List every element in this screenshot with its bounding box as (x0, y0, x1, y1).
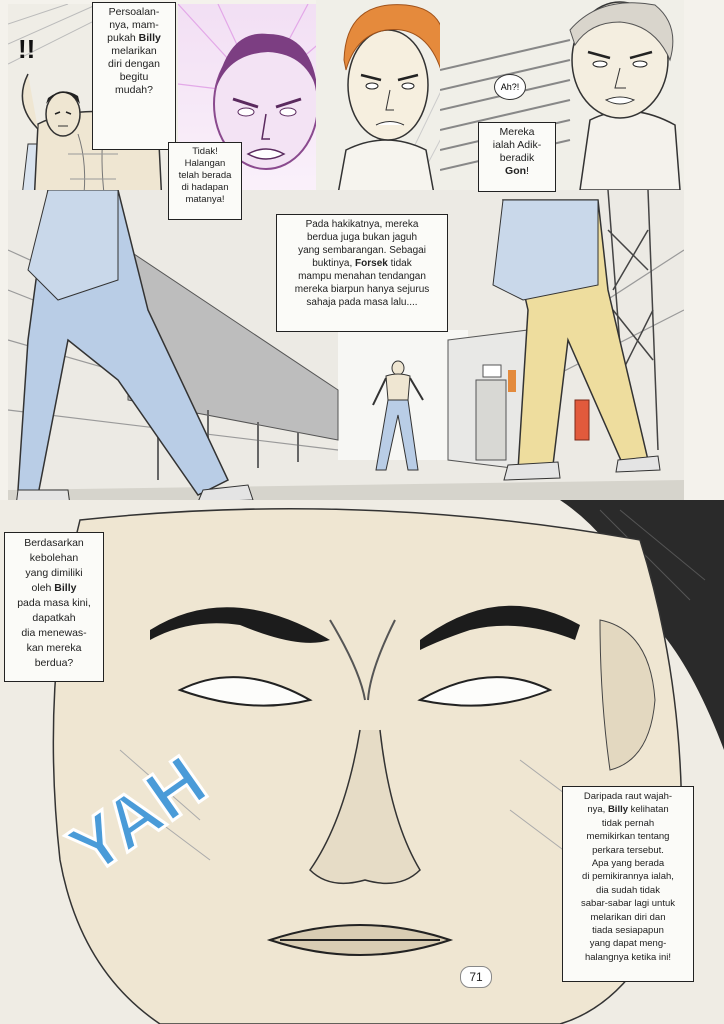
caption-line: mudah? (115, 84, 153, 96)
caption-line: melarikan diri dan (590, 911, 666, 923)
caption-line: di hadapan (181, 182, 229, 193)
caption-line: dia sudah tidak (596, 884, 660, 896)
panel-brother-portrait (440, 0, 684, 190)
caption-line: Halangan (184, 158, 226, 169)
caption-line: kelihatan (628, 804, 669, 816)
exclaim-sfx: !! (18, 34, 36, 64)
orange-hair-man-illustration (316, 0, 456, 205)
caption-line: tiada sesiapapun (592, 925, 664, 937)
yah-sfx (48, 728, 238, 918)
ah-speech-bubble (494, 74, 526, 100)
caption-bold-name: Gon (505, 165, 527, 177)
caption-line: dia menewas- (21, 627, 87, 639)
caption-line: buktinya, (312, 258, 356, 269)
panel-orange-hair-man (316, 0, 456, 205)
caption-line: nya, mam- (109, 19, 159, 31)
page-number-text: 71 (469, 970, 483, 984)
caption-line: Mereka (499, 126, 535, 138)
caption-line: berdua? (34, 657, 74, 669)
caption-line: sabar-sabar lagi untuk (581, 898, 675, 910)
page-number (460, 966, 492, 988)
caption-line: memikirkan tentang (586, 831, 670, 843)
caption-line: Apa yang berada (591, 858, 665, 870)
caption-line: mereka biarpun hanya sejurus (294, 284, 430, 295)
caption-line: tidak (387, 258, 412, 269)
caption-billy-ability (4, 532, 104, 682)
caption-line: diri dengan (108, 58, 160, 70)
caption-line: melarikan (111, 45, 157, 57)
caption-obstacle (168, 142, 242, 220)
caption-line: halangnya ketika ini! (584, 951, 672, 963)
caption-line: kan mereka (26, 642, 82, 654)
caption-billy-escape-question (92, 2, 176, 150)
caption-gon-brothers (478, 122, 556, 192)
caption-line: Pada hakikatnya, mereka (305, 219, 419, 230)
caption-line: ! (526, 165, 529, 177)
caption-line: mampu menahan tendangan (298, 271, 426, 282)
caption-line: pada masa kini, (17, 597, 91, 609)
caption-line: yang dapat meng- (589, 938, 667, 950)
caption-line: Daripada raut wajah- (583, 791, 673, 802)
caption-line: sahaja pada masa lalu.... (306, 297, 418, 308)
caption-forsek-history (276, 214, 448, 332)
caption-line: pukah (107, 32, 139, 44)
caption-line: ialah Adik- (492, 139, 542, 151)
caption-line: Tidak! (192, 146, 218, 157)
caption-line: dapatkah (32, 612, 76, 624)
caption-line: yang sembarangan. Sebagai (298, 245, 426, 256)
caption-line: perkara tersebut. (592, 844, 664, 856)
ah-text: Ah?! (500, 82, 520, 92)
caption-line: begitu (119, 71, 149, 83)
caption-line: yang dimiliki (25, 567, 83, 579)
caption-line: oleh (31, 582, 55, 594)
caption-bold-name: Billy (607, 804, 628, 816)
caption-bold-name: Billy (54, 582, 77, 594)
brother-face-illustration (440, 0, 684, 190)
caption-line: berdua juga bukan jaguh (306, 232, 418, 243)
caption-bold-name: Billy (138, 32, 161, 44)
caption-line: di pemikirannya ialah, (582, 871, 674, 883)
caption-line: matanya! (185, 194, 225, 205)
caption-line: kebolehan (29, 552, 79, 564)
caption-line: nya, (587, 804, 608, 816)
caption-bold-name: Forsek (355, 258, 388, 269)
caption-line: tidak pernah (601, 817, 655, 829)
caption-line: telah berada (178, 170, 232, 181)
caption-line: Persoalan- (108, 6, 160, 18)
caption-line: beradik (499, 152, 535, 164)
caption-billy-expression (562, 786, 694, 982)
yah-sfx-text: YAH (55, 741, 221, 891)
caption-line: Berdasarkan (24, 537, 84, 549)
